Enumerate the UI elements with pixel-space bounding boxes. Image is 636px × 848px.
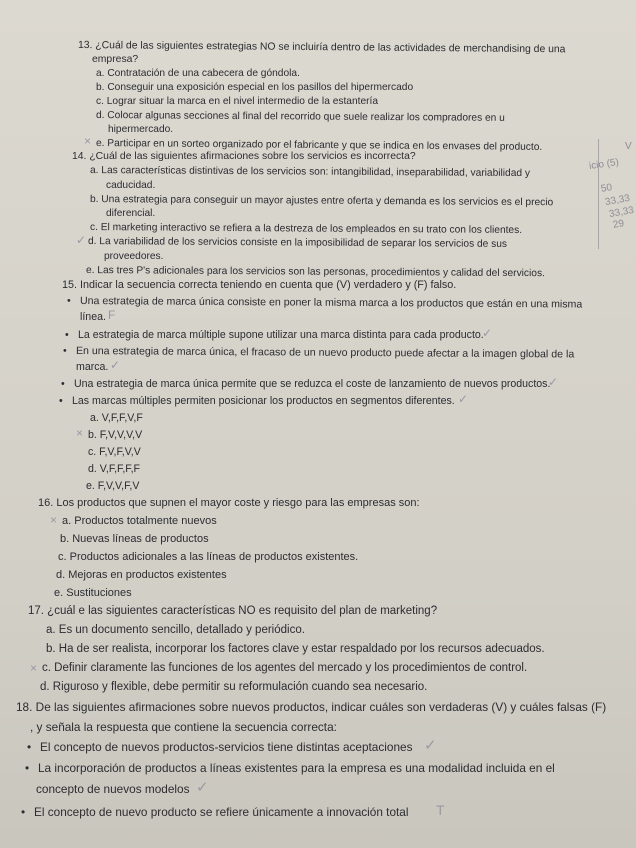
option-13a: a. Contratación de una cabecera de góndola. bbox=[96, 68, 300, 79]
option-17d: d. Riguroso y flexible, debe permitir su reformulación cuando sea necesario. bbox=[40, 681, 428, 693]
question-18: 18. De las siguientes afirmaciones sobre nuevos productos, indicar cuáles son verdaderas (V) y cuáles falsas (F) bbox=[16, 700, 607, 714]
option-13d: d. Colocar algunas secciones al final del recorrido que suele realizar los compradores en u bbox=[95, 110, 505, 124]
option-16b: b. Nuevas líneas de productos bbox=[60, 533, 209, 545]
question-13-continuation: empresa? bbox=[92, 54, 139, 65]
option-14b-continuation: diferencial. bbox=[106, 208, 156, 219]
cross-mark: × bbox=[30, 661, 38, 675]
margin-value: 50 bbox=[600, 182, 613, 195]
statement-15-2: • La estrategia de marca múltiple supone utilizar una marca distinta para cada producto. bbox=[78, 329, 484, 341]
option-14b: b. Una estrategia para conseguir un mayor ajustes entre oferta y demanda es los servicios es el precio bbox=[89, 194, 554, 209]
check-mark: ✓ bbox=[196, 779, 209, 796]
statement-15-1-continuation: línea. bbox=[80, 311, 106, 323]
option-14a: a. Las características distintivas de los servicios son: intangibilidad, inseparabilidad, variabilidad y bbox=[89, 165, 531, 180]
option-15e: e. F,V,V,F,V bbox=[86, 480, 140, 492]
option-15d: d. V,F,F,F,F bbox=[88, 463, 141, 475]
question-13: 13. ¿Cuál de las siguientes estrategias NO se incluiría dentro de las actividades de merchandising de una bbox=[77, 40, 566, 56]
margin-label: icio (5) bbox=[588, 156, 620, 173]
check-mark: ✓ bbox=[76, 233, 87, 247]
handwritten-f: F bbox=[108, 308, 116, 322]
question-17: 17. ¿cuál e las siguientes características NO es requisito del plan de marketing? bbox=[28, 605, 438, 617]
question-14: 14. ¿Cuál de las siguientes afirmaciones sobre los servicios es incorrecta? bbox=[72, 151, 416, 162]
option-15b: b. F,V,V,V,V bbox=[88, 429, 143, 441]
option-16d: d. Mejoras en productos existentes bbox=[56, 569, 227, 581]
option-17b: b. Ha de ser realista, incorporar los factores clave y estar respaldado por los recursos adecuados. bbox=[46, 643, 545, 655]
option-17a: a. Es un documento sencillo, detallado y periódico. bbox=[46, 624, 305, 636]
margin-value: 29 bbox=[612, 218, 625, 231]
statement-15-3: • En una estrategia de marca única, el fracaso de un nuevo producto puede afectar a la imagen global de la bbox=[76, 345, 574, 360]
margin-value: V bbox=[625, 141, 632, 152]
option-14d: d. La variabilidad de los servicios consiste en la imposibilidad de separar los servicios de sus bbox=[87, 236, 508, 250]
check-mark: ✓ bbox=[110, 358, 121, 372]
statement-15-1: • Una estrategia de marca única consiste en poner la misma marca a los productos que están en una misma bbox=[80, 295, 582, 311]
statement-15-5: • Las marcas múltiples permiten posicionar los productos en segmentos diferentes. bbox=[72, 395, 455, 407]
statement-15-4: • Una estrategia de marca única permite que se reduzca el coste de lanzamiento de nuevos productos. bbox=[74, 378, 550, 390]
statement-18-1: • El concepto de nuevos productos-servicios tiene distintas aceptaciones bbox=[40, 740, 412, 754]
option-13b: b. Conseguir una exposición especial en los pasillos del hipermercado bbox=[96, 82, 414, 93]
question-16: 16. Los productos que supnen el mayor coste y riesgo para las empresas son: bbox=[38, 497, 420, 509]
statement-18-3: • El concepto de nuevo producto se refiere únicamente a innovación total bbox=[34, 805, 408, 819]
option-14a-continuation: caducidad. bbox=[106, 180, 156, 191]
cross-mark: × bbox=[50, 513, 58, 527]
statement-18-2-continuation: concepto de nuevos modelos bbox=[36, 782, 190, 796]
option-15a: a. V,F,F,V,F bbox=[90, 412, 143, 424]
option-13e: e. Participar en un sorteo organizado por el fabricante y que se indica en los envases del producto. bbox=[95, 138, 543, 153]
check-mark: ✓ bbox=[458, 392, 469, 406]
option-13c: c. Lograr situar la marca en el nivel intermedio de la estantería bbox=[96, 96, 378, 107]
option-16e: e. Sustituciones bbox=[54, 587, 132, 599]
option-14c: c. El marketing interactivo se refiera a la destreza de los empleados en su trato con los clientes. bbox=[89, 222, 523, 237]
question-15: 15. Indicar la secuencia correcta teniendo en cuenta que (V) verdadero y (F) falso. bbox=[62, 279, 457, 291]
question-18-continuation: , y señala la respuesta que contiene la secuencia correcta: bbox=[30, 720, 337, 734]
option-15c: c. F,V,F,V,V bbox=[88, 446, 141, 458]
statement-18-2: • La incorporación de productos a líneas existentes para la empresa es una modalidad incluida en el bbox=[38, 761, 555, 775]
option-13d-continuation: hipermercado. bbox=[108, 124, 174, 135]
check-mark: ✓ bbox=[424, 737, 437, 754]
cross-mark: × bbox=[76, 426, 84, 440]
option-14d-continuation: proveedores. bbox=[104, 251, 164, 262]
check-mark: ✓ bbox=[482, 326, 493, 340]
margin-value: 33,33 bbox=[604, 192, 631, 209]
option-16a: a. Productos totalmente nuevos bbox=[62, 515, 217, 527]
option-16c: c. Productos adicionales a las líneas de productos existentes. bbox=[58, 551, 359, 563]
option-17c: c. Definir claramente las funciones de los agentes del mercado y los procedimientos de control. bbox=[42, 662, 528, 674]
option-14e: e. Las tres P's adicionales para los servicios son las personas, procedimientos y calidad del servicios. bbox=[85, 265, 545, 280]
statement-15-3-continuation: marca. bbox=[76, 361, 109, 373]
cross-mark: × bbox=[84, 134, 92, 148]
handwritten-t: T bbox=[436, 802, 445, 818]
margin-notes bbox=[588, 139, 636, 249]
margin-value: 33,33 bbox=[608, 204, 635, 221]
check-mark: ✓ bbox=[548, 375, 559, 389]
